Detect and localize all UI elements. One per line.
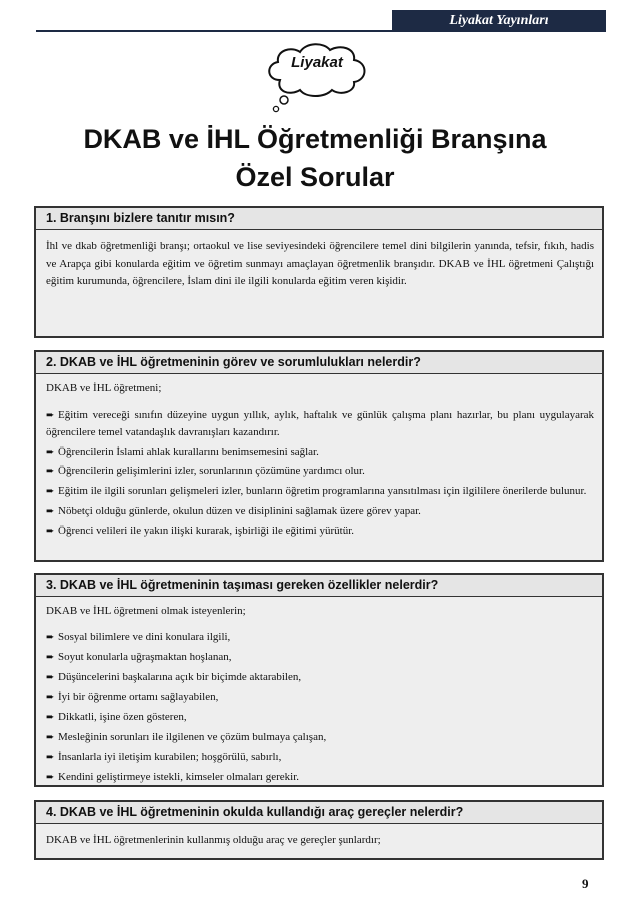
answer-intro: DKAB ve İHL öğretmenlerinin kullanmış olduğu araç ve gereçler şunlardır; <box>46 834 381 846</box>
question-body <box>36 374 602 544</box>
title-line-2: Özel Sorular <box>235 162 395 192</box>
list-item: ➨ Eğitim vereceği sınıfın düzeyine uygun yıllık, aylık, haftalık ve günlük çalışma planı hazırlar, bu planı uygulayarak öğrencilere temel vatandaşlık davranışları kazandırır. <box>46 408 594 438</box>
list-item: ➨ Sosyal bilimlere ve dini konulara ilgili, <box>46 629 594 646</box>
cloud-label: Liyakat <box>291 54 343 71</box>
question-heading: 3. DKAB ve İHL öğretmeninin taşıması gereken özellikler nelerdir? <box>36 575 602 597</box>
list-item: ➨ Dikkatli, işine özen gösteren, <box>46 709 594 726</box>
arrow-bullet-icon: ➨ <box>46 652 55 663</box>
arrow-bullet-icon: ➨ <box>46 525 55 537</box>
brand-tab: Liyakat Yayınları <box>392 10 606 32</box>
list-item: ➨ Öğrencilerin İslami ahlak kurallarını benimsemesini sağlar. <box>46 444 594 462</box>
question-heading: 4. DKAB ve İHL öğretmeninin okulda kullandığı araç gereçler nelerdir? <box>36 802 602 824</box>
arrow-bullet-icon: ➨ <box>46 672 55 683</box>
arrow-bullet-icon: ➨ <box>46 506 55 517</box>
question-box-1 <box>34 206 604 338</box>
question-body <box>36 824 602 858</box>
arrow-bullet-icon: ➨ <box>46 466 55 477</box>
list-item: ➨ Kendini geliştirmeye istekli, kimseler olmaları gerekir. <box>46 769 594 786</box>
question-box-3 <box>34 573 604 787</box>
question-heading: 1. Branşını bizlere tanıtır mısın? <box>36 208 602 230</box>
answer-text: İhl ve dkab öğretmenliği branşı; ortaokul ve lise seviyesindeki öğrencilere temel dini bilgilerin yanında, tefsir, fıkıh, hadis ve Arapça gibi konularda eğitim ve öğretim sunmayı amaçlayan öğretmenlik branşıdır. DKAB ve İHL öğretmeni Çalıştığı eğitim kurumunda, öğrencilere, İslam dini ile ilgili konularda eğitim veren kişidir. <box>46 240 594 287</box>
arrow-bullet-icon: ➨ <box>46 712 55 723</box>
question-box-4 <box>34 800 604 860</box>
arrow-bullet-icon: ➨ <box>46 409 55 421</box>
answer-intro: DKAB ve İHL öğretmeni; <box>46 382 162 394</box>
list-item: ➨ Mesleğinin sorunları ile ilgilenen ve çözüm bulmaya çalışan, <box>46 729 594 746</box>
question-box-2 <box>34 350 604 562</box>
arrow-bullet-icon: ➨ <box>46 772 55 783</box>
arrow-bullet-icon: ➨ <box>46 446 55 458</box>
list-item: ➨ İnsanlarla iyi iletişim kurabilen; hoşgörülü, sabırlı, <box>46 749 594 766</box>
list-item: ➨ Düşüncelerini başkalarına açık bir biçimde aktarabilen, <box>46 669 594 686</box>
answer-intro: DKAB ve İHL öğretmeni olmak isteyenlerin; <box>46 605 246 617</box>
list-item: ➨ Soyut konularla uğraşmaktan hoşlanan, <box>46 649 594 666</box>
arrow-bullet-icon: ➨ <box>46 752 55 763</box>
arrow-bullet-icon: ➨ <box>46 732 55 743</box>
question-heading: 2. DKAB ve İHL öğretmeninin görev ve sorumlulukları nelerdir? <box>36 352 602 374</box>
page-number: 9 <box>582 876 589 891</box>
list-item: ➨ Nöbetçi olduğu günlerde, okulun düzen ve disiplinini sağlamak üzere görev yapar. <box>46 503 594 521</box>
list-item: ➨ Eğitim ile ilgili sorunları gelişmeleri izler, bunların öğretim programlarına yansıtılması için ilgililere önerilerde bulunur. <box>46 483 594 501</box>
page-title <box>40 120 590 196</box>
title-line-1: DKAB ve İHL Öğretmenliği Branşına <box>83 124 547 154</box>
list-item: ➨ Öğrenci velileri ile yakın ilişki kurarak, işbirliği ile eğitimi yürütür. <box>46 523 594 541</box>
list-item: ➨ İyi bir öğrenme ortamı sağlayabilen, <box>46 689 594 706</box>
arrow-bullet-icon: ➨ <box>46 692 55 703</box>
arrow-bullet-icon: ➨ <box>46 632 55 643</box>
liyakat-cloud-logo <box>262 40 372 92</box>
list-item: ➨ Öğrencilerin gelişimlerini izler, sorunlarının çözümüne yardımcı olur. <box>46 463 594 481</box>
question-body <box>36 597 602 790</box>
question-body <box>36 230 602 299</box>
arrow-bullet-icon: ➨ <box>46 485 55 497</box>
